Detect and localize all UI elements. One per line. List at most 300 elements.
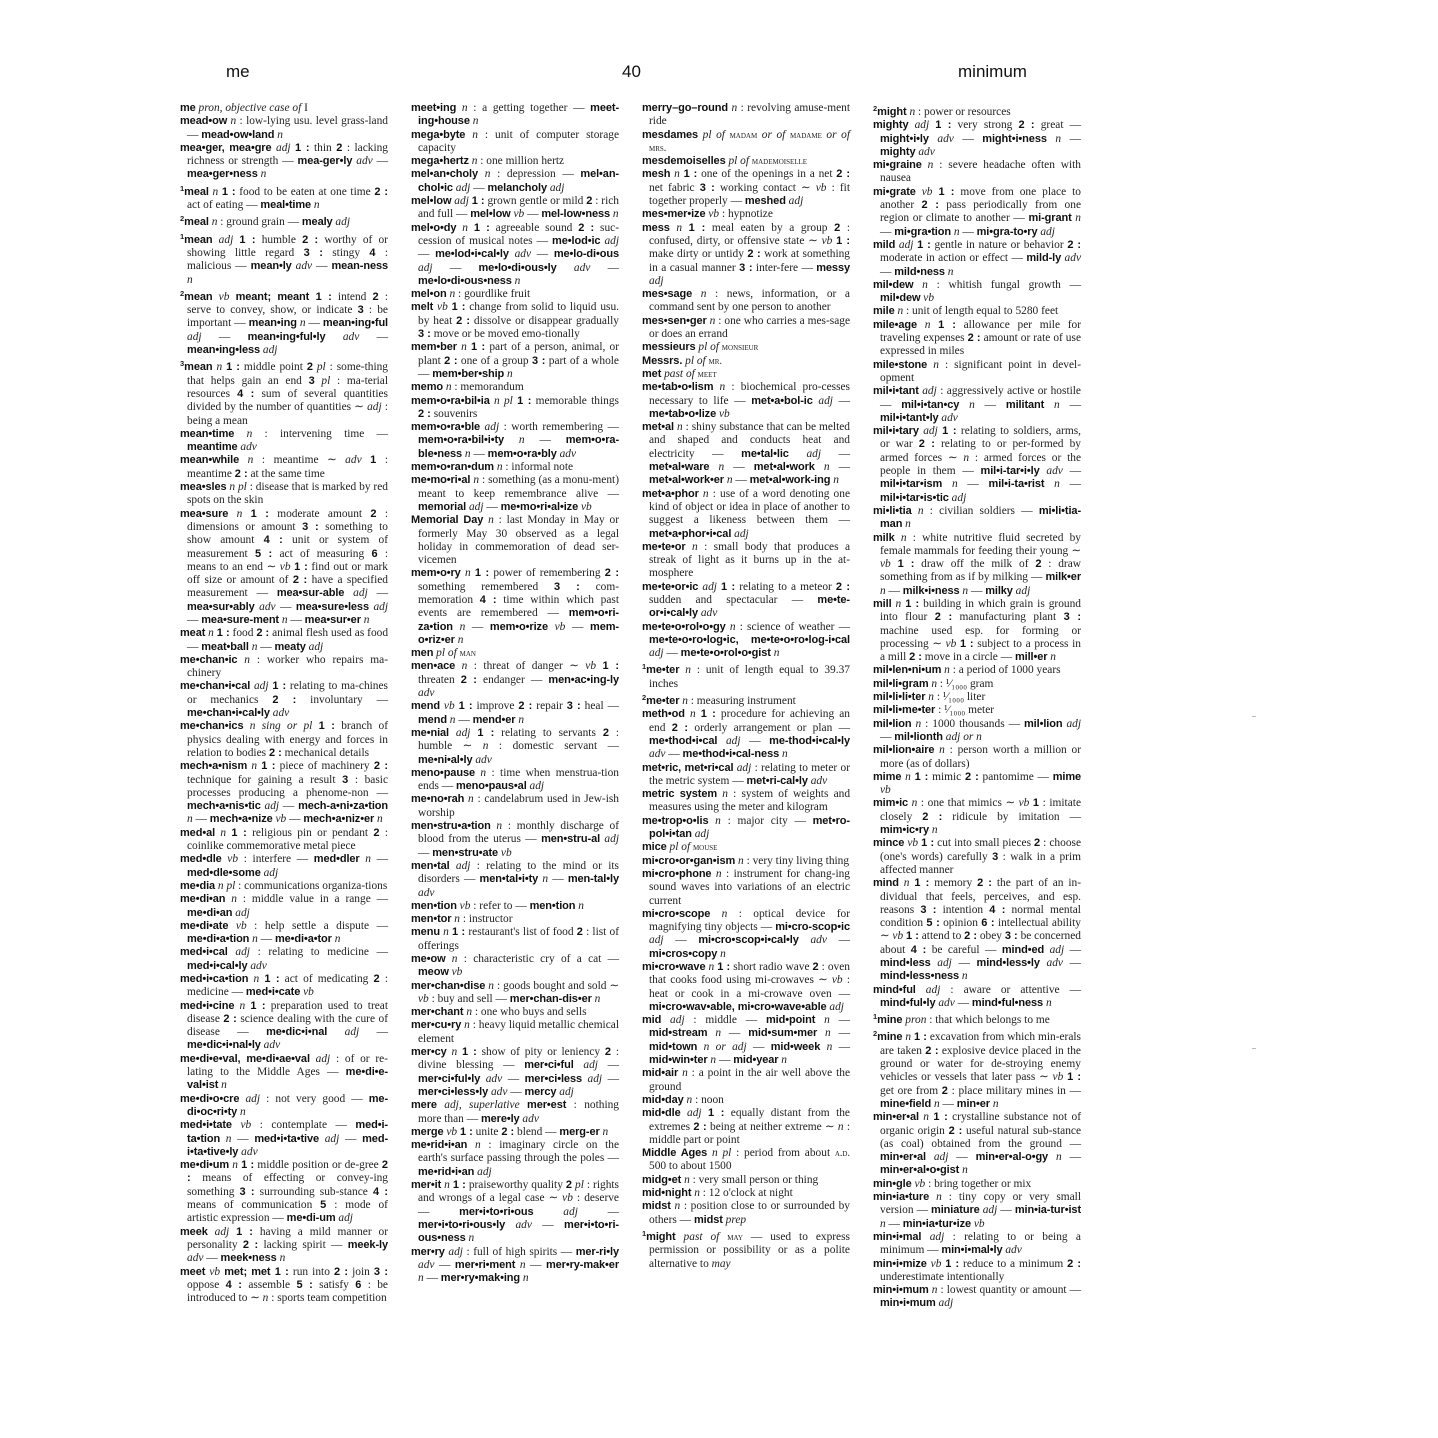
headword: med•i•ca•tion xyxy=(180,973,249,985)
definition-text: get ore from xyxy=(880,1084,942,1097)
label-italic: adj xyxy=(449,859,471,872)
definition-text: — xyxy=(470,181,488,194)
headword: me•ow xyxy=(411,953,446,965)
headword: mer•est xyxy=(527,1099,567,1112)
definition-text: : aggressively active or hostile — xyxy=(880,385,1081,411)
definition-text: — xyxy=(948,1151,976,1164)
label-italic: n xyxy=(248,640,258,653)
headword: min•er•al xyxy=(873,1111,919,1124)
label-italic: vb xyxy=(228,919,247,932)
definition-text: obey xyxy=(977,930,1005,943)
definition-text: — xyxy=(1059,398,1081,411)
headword: mill•er xyxy=(1014,651,1048,664)
label-italic: vb xyxy=(892,930,907,943)
headword: met•ric, met•ri•cal xyxy=(642,761,734,774)
sense-number: 1 : xyxy=(906,930,919,943)
definition-text: : 1000 thousands — xyxy=(921,717,1024,730)
label-italic: vb xyxy=(920,292,935,305)
label-italic: adv xyxy=(798,934,827,947)
headword: met; met xyxy=(224,1265,271,1278)
definition-text: : that which belongs to me xyxy=(926,1014,1050,1027)
label-italic: adj xyxy=(600,833,619,846)
headword: mean•ing•ful•ly xyxy=(247,330,326,343)
sense-number: 1 : xyxy=(921,837,935,850)
headword: mime xyxy=(873,770,902,783)
headword: mere•ly xyxy=(480,1112,520,1125)
sense-number: 2 : xyxy=(374,185,389,198)
definition-text: : relating to or being a minimum — xyxy=(880,1230,1081,1257)
headword: mercy xyxy=(524,1085,557,1098)
definition-text: means of effecting or convey-ing something xyxy=(187,1172,388,1198)
definition-text: — xyxy=(602,1072,619,1085)
definition-text: — xyxy=(524,434,566,447)
headword: met•al•work•er xyxy=(649,474,724,487)
headword: mean xyxy=(184,233,213,246)
headword: mesh xyxy=(642,168,671,181)
definition-text: : be important — xyxy=(187,304,388,330)
headword: mem•o•ri-za•tion xyxy=(418,607,619,633)
headword: milk•er xyxy=(1045,571,1081,584)
definition-text: have a specified measurement — xyxy=(187,574,389,600)
dictionary-entry xyxy=(642,908,850,961)
definition-text: : rights and wrongs of a legal case ∼ xyxy=(418,1179,619,1205)
label-italic: n xyxy=(467,1139,481,1152)
headword: me•di•e-val•ist xyxy=(187,1066,388,1092)
dictionary-entry xyxy=(873,532,1081,598)
headword: men•stru•a•tion xyxy=(411,820,491,833)
headword: mil•lion xyxy=(1023,717,1063,730)
label-italic: n xyxy=(963,451,970,464)
definition-text: working contact ∼ xyxy=(714,181,816,194)
dictionary-entry xyxy=(180,1266,388,1306)
label-italic: n xyxy=(443,381,452,394)
definition-text: intend xyxy=(331,290,373,303)
definition-text: meal eaten by a group xyxy=(705,221,835,234)
homograph-number: 2 xyxy=(873,104,878,113)
headword: mead•ow xyxy=(180,115,228,128)
dictionary-entry xyxy=(180,973,388,1000)
definition-text: : monthly discharge of blood from the uterus — xyxy=(418,820,620,846)
label-italic: adj xyxy=(661,1014,685,1027)
label-italic: n xyxy=(249,933,258,946)
headword: mer•cu•ry xyxy=(411,1019,462,1032)
label-italic: n xyxy=(234,427,253,440)
definition-text: : middle value in a range — xyxy=(236,893,388,906)
headword: med•i•cal xyxy=(180,946,228,959)
label-italic: n xyxy=(591,992,601,1005)
definition-text: : characteristic cry of a cat — xyxy=(457,953,620,965)
dictionary-entry xyxy=(873,598,1081,664)
headword: mince xyxy=(873,837,905,850)
label-italic: vb xyxy=(1052,1071,1068,1084)
sense-number: 2 : xyxy=(268,746,282,759)
sense-number: 6 : xyxy=(981,917,995,930)
label-italic: n xyxy=(374,813,383,826)
definition-text: : nothing more than — xyxy=(418,1099,619,1125)
label-italic: n xyxy=(468,155,478,168)
dictionary-entry xyxy=(642,1067,850,1094)
definition-text: — xyxy=(359,1026,388,1039)
dictionary-entry xyxy=(873,744,1081,771)
label-italic: n xyxy=(934,744,945,757)
definition-text: : tiny copy or very small version — xyxy=(880,1191,1081,1217)
definition-text: : something (as a monu-ment) meant to keep remembrance alive — xyxy=(418,474,619,500)
headword: med•i•cate xyxy=(245,986,301,999)
definition-text: : disease that is marked by red spots on the skin xyxy=(187,481,388,507)
label-italic: adj xyxy=(305,640,324,653)
label-italic: n xyxy=(441,1179,453,1192)
headword: mem•o•rize xyxy=(489,620,548,633)
headword: me•dia xyxy=(180,879,216,892)
headword: me•lod•i•cal•ly xyxy=(435,248,509,261)
dictionary-entry xyxy=(180,680,388,720)
dictionary-entry xyxy=(642,1094,850,1107)
label-italic: n xyxy=(228,507,251,520)
definition-text: assemble xyxy=(241,1278,297,1291)
homograph-number: 2 xyxy=(180,288,185,298)
definition-text: : deserve — xyxy=(418,1192,619,1218)
homograph-number: 1 xyxy=(873,1012,878,1022)
label-italic: n xyxy=(461,1019,470,1032)
dictionary-entry xyxy=(180,481,388,508)
headword: min•er xyxy=(956,1097,990,1110)
headword: mem•o•ra•bil•i•ty xyxy=(418,434,505,447)
headword: mem•ber•ship xyxy=(432,367,505,380)
label-italic: n pl xyxy=(489,394,518,407)
label-italic: vb xyxy=(911,1177,926,1190)
dictionary-entry xyxy=(642,381,850,421)
definition-text: at the same time xyxy=(247,467,325,480)
label-italic: n xyxy=(918,1111,934,1124)
cross-reference: madam xyxy=(729,129,758,141)
sense-number: 2 xyxy=(372,290,379,303)
sense-number: 2 xyxy=(370,507,377,520)
dictionary-entry xyxy=(180,1159,388,1225)
label-italic: adv xyxy=(1039,957,1063,969)
headword: merg-er xyxy=(559,1125,600,1138)
label-italic: n xyxy=(187,273,193,286)
sense-number: 2 xyxy=(373,973,380,985)
definition-text: reduce to a minimum xyxy=(959,1257,1068,1270)
headword: min•i•mum xyxy=(880,1297,936,1310)
definition-text: improve xyxy=(472,700,519,713)
label-italic: n xyxy=(717,788,728,801)
dictionary-entry xyxy=(411,1139,619,1179)
label-italic: adv xyxy=(508,248,532,261)
label-italic: adj xyxy=(449,726,478,739)
definition-text: 500 to about 1500 xyxy=(649,1160,732,1173)
sense-number: 2 : xyxy=(242,1238,259,1251)
headword: mi•graine xyxy=(873,159,922,172)
label-italic: n xyxy=(921,159,934,172)
sense-number: 1 : xyxy=(295,141,310,154)
definition-text: : significant point in devel-opment xyxy=(880,358,1081,384)
dictionary-entry xyxy=(873,1231,1081,1258)
sense-number: 1 : xyxy=(264,973,280,985)
headword: mead•ow•land xyxy=(201,128,275,141)
headword: mend•er xyxy=(472,713,516,726)
definition-text: : severe headache often with nausea xyxy=(880,159,1082,185)
headword: me•mo•ri•al xyxy=(411,474,471,487)
label-italic: adj xyxy=(979,1204,998,1217)
definition-text: : divine blessing — xyxy=(418,1046,619,1072)
definition-text: souvenirs xyxy=(430,407,478,420)
definition-text: — xyxy=(305,317,323,330)
label-italic: adv xyxy=(1039,465,1063,478)
headword: mind•ful xyxy=(873,983,916,996)
label-italic: adj xyxy=(1012,584,1031,597)
headword: met xyxy=(642,367,662,380)
sense-number: 1 : xyxy=(471,195,485,208)
headword: mid•dle xyxy=(642,1107,681,1120)
headword: messy xyxy=(816,261,850,274)
headword: mim•ic•ry xyxy=(880,824,929,837)
dictionary-entry xyxy=(642,1187,850,1200)
definition-text: underestimate intentionally xyxy=(880,1270,1005,1283)
headword: mer•chan•dise xyxy=(411,979,486,992)
dictionary-entry xyxy=(180,1119,388,1159)
definition-text: part of a person, animal, or plant xyxy=(418,341,620,367)
definition-text: relating to ma-chines or mechanics xyxy=(187,680,388,706)
definition-text: normal mental condition xyxy=(880,903,1081,930)
label-italic: n xyxy=(455,660,468,673)
label-italic: pl of xyxy=(433,647,460,660)
label-italic: n xyxy=(331,933,341,946)
label-italic: vb xyxy=(456,899,471,912)
headword: memo xyxy=(411,381,443,394)
headword: mil•i•tar•is•tic xyxy=(880,491,949,504)
label-italic: n xyxy=(474,766,487,779)
definition-text: crystalline substance not of organic origin xyxy=(880,1111,1081,1137)
label-italic: n xyxy=(735,854,744,867)
definition-text: : use of a word denoting one kind of object or idea in place of another to suggest a likeness between them — xyxy=(649,487,851,527)
sense-number: 1 : xyxy=(914,770,929,783)
definition-text: — xyxy=(832,1040,850,1053)
definition-text: building in which grain is ground into flour xyxy=(880,597,1081,624)
sense-number: 2 : xyxy=(292,574,308,587)
definition-text: — xyxy=(951,957,977,969)
sense-number: 4 : xyxy=(225,1278,242,1291)
definition-text: — xyxy=(370,853,388,866)
definition-text: : time when menstrua-tion ends — xyxy=(418,766,619,793)
homograph-number: 1 xyxy=(642,662,647,672)
headword: meet•ing xyxy=(411,102,457,114)
definition-text: agreeable sound xyxy=(489,221,579,234)
definition-text: technique for gaining a result xyxy=(187,773,343,786)
label-italic: adv xyxy=(480,1072,503,1085)
label-italic: adj xyxy=(474,1165,492,1178)
definition-text: : lowest quantity or amount — xyxy=(937,1284,1081,1297)
definition-text: one of a group xyxy=(457,354,532,367)
definition-text: — xyxy=(257,640,275,653)
sense-number: 2 : xyxy=(460,673,477,686)
definition-text: : depression — xyxy=(490,168,581,181)
definition-text: — xyxy=(192,813,210,826)
label-italic: n xyxy=(257,168,267,181)
dictionary-entry xyxy=(873,159,1081,186)
headword: med•i-ta•tion xyxy=(187,1119,388,1145)
label-italic: n xyxy=(670,1200,681,1213)
definition-text: — xyxy=(470,447,488,460)
label-italic: vb xyxy=(904,837,922,850)
label-italic: adj, superlative xyxy=(436,1099,528,1112)
dictionary-entry xyxy=(411,168,619,195)
sense-number: 1 : xyxy=(261,760,276,773)
sense-number: 1 : xyxy=(461,1046,477,1059)
headword: mi•cro•wave xyxy=(642,961,706,973)
label-italic: n xyxy=(237,653,250,666)
label-italic: n xyxy=(469,115,479,128)
sense-number: 6 xyxy=(355,1278,362,1291)
sense-number: 2 : xyxy=(187,1159,389,1185)
headword: mile xyxy=(873,305,895,318)
definition-text: — xyxy=(423,1272,441,1285)
definition-text: : refer to — xyxy=(470,899,530,912)
sense-number: 2 : xyxy=(1018,119,1035,132)
label-italic: n xyxy=(212,361,227,374)
sense-number: 4 : xyxy=(479,593,497,606)
definition-text: science dealing with the cure of disease — xyxy=(187,1012,388,1039)
dictionary-entry xyxy=(180,142,388,182)
headword: me•ter xyxy=(646,695,680,708)
dictionary-entry xyxy=(873,1284,1081,1311)
label-italic: vb xyxy=(279,560,295,573)
headword: mea•ger•ness xyxy=(187,168,258,181)
label-italic: adj xyxy=(271,141,296,154)
label-italic: n xyxy=(262,1292,269,1305)
label-italic: adj xyxy=(418,261,433,274)
label-italic: adj xyxy=(466,500,484,513)
dictionary-entry xyxy=(411,301,619,341)
sense-number: 2 xyxy=(1035,558,1042,571)
label-italic: n xyxy=(360,613,370,626)
label-italic: vb xyxy=(1018,797,1033,810)
dictionary-entry xyxy=(411,860,619,900)
headword: me•te•o•rol•o•gy xyxy=(642,620,726,633)
label-italic: n xyxy=(446,713,456,726)
dictionary-entry xyxy=(642,129,850,156)
headword: mes•sen•ger xyxy=(642,314,707,327)
definition-text: memory xyxy=(929,877,978,890)
sense-number: 2 xyxy=(586,195,593,208)
label-italic: adv xyxy=(247,959,267,972)
label-italic: vb xyxy=(212,290,236,303)
label-italic: adv xyxy=(472,753,492,766)
definition-text: show of pity or leniency xyxy=(476,1046,605,1059)
definition-text: : ¹⁄₁₀₀₀ gram xyxy=(937,677,994,690)
headword: might•i•ly xyxy=(880,132,929,145)
headword: mel•o•dy xyxy=(411,221,457,234)
dictionary-entry xyxy=(411,1246,619,1286)
sense-number: 1 : xyxy=(250,507,269,520)
definition-text: amount or rate of use expressed in miles xyxy=(880,332,1081,358)
cross-reference: meet xyxy=(697,368,717,380)
label-italic: n xyxy=(470,474,480,487)
headword: meno•paus•al xyxy=(455,780,527,793)
definition-text: — xyxy=(367,587,388,600)
definition-text: : contemplate — xyxy=(251,1119,356,1132)
headword: min•i•mal•ly xyxy=(941,1244,1003,1257)
headword: milk•i•ness xyxy=(902,584,960,597)
headword: men xyxy=(411,647,434,660)
sense-number: 2 xyxy=(565,1179,573,1192)
sense-number: 2 : xyxy=(925,1044,939,1057)
definition-text: piece of machinery xyxy=(275,760,374,773)
definition-text: — xyxy=(590,261,619,274)
label-italic: adj xyxy=(368,600,389,613)
dictionary-entry xyxy=(642,222,850,288)
label-italic: adj xyxy=(452,181,471,194)
label-italic: n xyxy=(220,1132,232,1145)
sense-number: 2 xyxy=(1034,837,1041,850)
label-italic: adj xyxy=(250,680,273,693)
headword: me•di•an xyxy=(180,893,226,906)
definition-text: food to be eaten at one time xyxy=(235,185,375,198)
headword: med•dle xyxy=(180,853,222,866)
definition-text: : major city — xyxy=(720,814,813,827)
headword: merge xyxy=(411,1125,444,1138)
definition-text: : one million hertz xyxy=(477,155,565,168)
definition-text: : bring together or mix xyxy=(925,1177,1032,1190)
headword: me•lo•di•ous•ness xyxy=(418,274,512,287)
label-italic: n xyxy=(706,314,716,327)
headword: meek•ness xyxy=(220,1252,277,1265)
headword: might xyxy=(646,1230,676,1243)
label-italic: adv xyxy=(238,1145,258,1158)
definition-text: restaurant's list of food xyxy=(465,926,577,939)
headword: me•dic•i•nal•ly xyxy=(187,1039,261,1052)
headword: met•ri-cal•ly xyxy=(746,774,808,787)
label-italic: vb xyxy=(547,620,566,633)
sense-number: 3 : xyxy=(239,1185,255,1198)
dictionary-entry xyxy=(180,1226,388,1266)
headword: mind•ed xyxy=(1001,943,1045,956)
homograph-number: 2 xyxy=(642,693,647,703)
headword: mind•less•ly xyxy=(976,957,1040,969)
headword: mega•byte xyxy=(411,128,466,141)
label-italic: adv xyxy=(352,155,373,168)
definition-text: sum of several quantities divided by the number of quantities ∼ xyxy=(187,387,388,414)
definition-text: act of measuring xyxy=(272,547,372,560)
cross-reference: mr. xyxy=(708,355,722,367)
dictionary-entry xyxy=(873,102,1081,119)
definition-text: : imitate closely xyxy=(880,797,1081,823)
sense-number: 4 : xyxy=(372,1185,388,1198)
definition-text: : draw something from as if by milking — xyxy=(880,558,1081,584)
headword: mild-ly xyxy=(1026,252,1062,265)
dictionary-entry xyxy=(642,691,850,708)
definition-text: : science of weather — xyxy=(735,620,850,633)
label-italic: n xyxy=(941,664,950,677)
label-italic: vb xyxy=(231,1119,252,1132)
label-italic: adv xyxy=(519,1112,539,1125)
definition-text: : dimensions or amount xyxy=(187,507,388,533)
dictionary-entry xyxy=(642,660,850,691)
definition-text: : domestic servant — xyxy=(488,740,619,753)
margin-mark xyxy=(1252,1048,1256,1049)
definition-text: grown gentle or mild xyxy=(484,195,587,208)
headword: might•i•ness xyxy=(982,132,1047,145)
sense-number: 1 : xyxy=(721,580,736,593)
dictionary-entry xyxy=(642,708,850,761)
headword: meal xyxy=(184,216,209,229)
definition-text: — xyxy=(1062,957,1082,969)
label-italic: adj xyxy=(680,1107,708,1120)
label-italic: adv xyxy=(556,261,591,274)
label-italic: vb xyxy=(272,813,287,826)
headword: me•te-or•i•cal•ly xyxy=(649,593,850,620)
headword: men•tal•i•ty xyxy=(479,873,539,886)
